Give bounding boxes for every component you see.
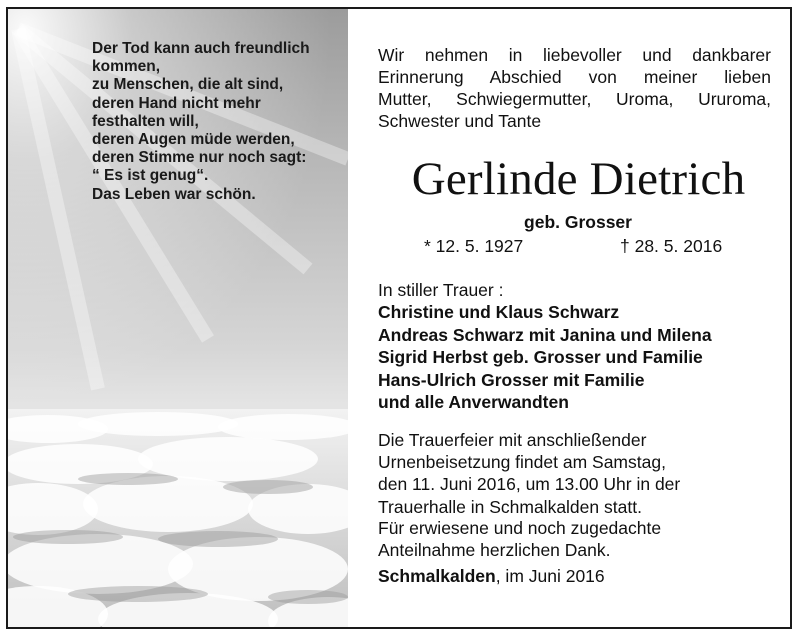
thanks-note (378, 517, 778, 561)
obituary-notice (6, 7, 792, 629)
intro-paragraph (378, 44, 771, 132)
closing-date: , im Juni 2016 (495, 566, 605, 586)
poem-line: festhalten will, (92, 112, 199, 130)
poem-line: Das Leben war schön. (92, 185, 256, 203)
service-line: Trauerhalle in Schmalkalden statt. (378, 496, 642, 517)
mourner-item: Sigrid Herbst geb. Grosser und Familie (378, 347, 703, 368)
closing-line (378, 566, 605, 587)
mourner-item: Andreas Schwarz mit Janina und Milena (378, 324, 712, 345)
death-date: † 28. 5. 2016 (620, 236, 723, 256)
service-info (378, 429, 778, 518)
poem-line: kommen, (92, 58, 161, 76)
poem-line: “ Es ist genug“. (92, 167, 209, 185)
deceased-name: Gerlinde Dietrich (411, 153, 746, 205)
mourner-item: Hans-Ulrich Grosser mit Familie (378, 369, 645, 390)
poem-line: deren Stimme nur noch sagt: (92, 149, 307, 167)
mourning-label: In stiller Trauer : (378, 280, 504, 300)
poem-line: deren Augen müde werden, (92, 131, 295, 149)
intro-line: Wir nehmen in liebevoller und dankbarer (378, 45, 771, 65)
service-line: Urnenbeisetzung findet am Samstag, (378, 452, 666, 473)
service-line: Die Trauerfeier mit anschließender (378, 430, 647, 450)
life-dates (378, 236, 778, 260)
mourner-item: und alle Anverwandten (378, 392, 569, 413)
service-line: den 11. Juni 2016, um 13.00 Uhr in der (378, 474, 681, 495)
mourner-item: Christine und Klaus Schwarz (378, 302, 620, 322)
poem-line: zu Menschen, die alt sind, (92, 76, 284, 94)
mourners-list (378, 301, 783, 414)
intro-line: Schwester und Tante (378, 111, 542, 131)
intro-line: Erinnerung Abschied von meiner lieben (378, 67, 771, 87)
maiden-name: geb. Grosser (524, 212, 632, 232)
clouds-photo (8, 9, 348, 627)
birth-date: * 12. 5. 1927 (424, 236, 524, 256)
poem-line: deren Hand nicht mehr (92, 94, 261, 112)
poem (92, 40, 347, 204)
closing-place: Schmalkalden (378, 566, 496, 586)
thanks-line: Für erwiesene und noch zugedachte (378, 518, 662, 538)
poem-line: Der Tod kann auch freundlich (92, 40, 310, 57)
thanks-line: Anteilnahme herzlichen Dank. (378, 540, 611, 561)
intro-line: Mutter, Schwiegermutter, Uroma, Ururoma, (378, 89, 771, 109)
